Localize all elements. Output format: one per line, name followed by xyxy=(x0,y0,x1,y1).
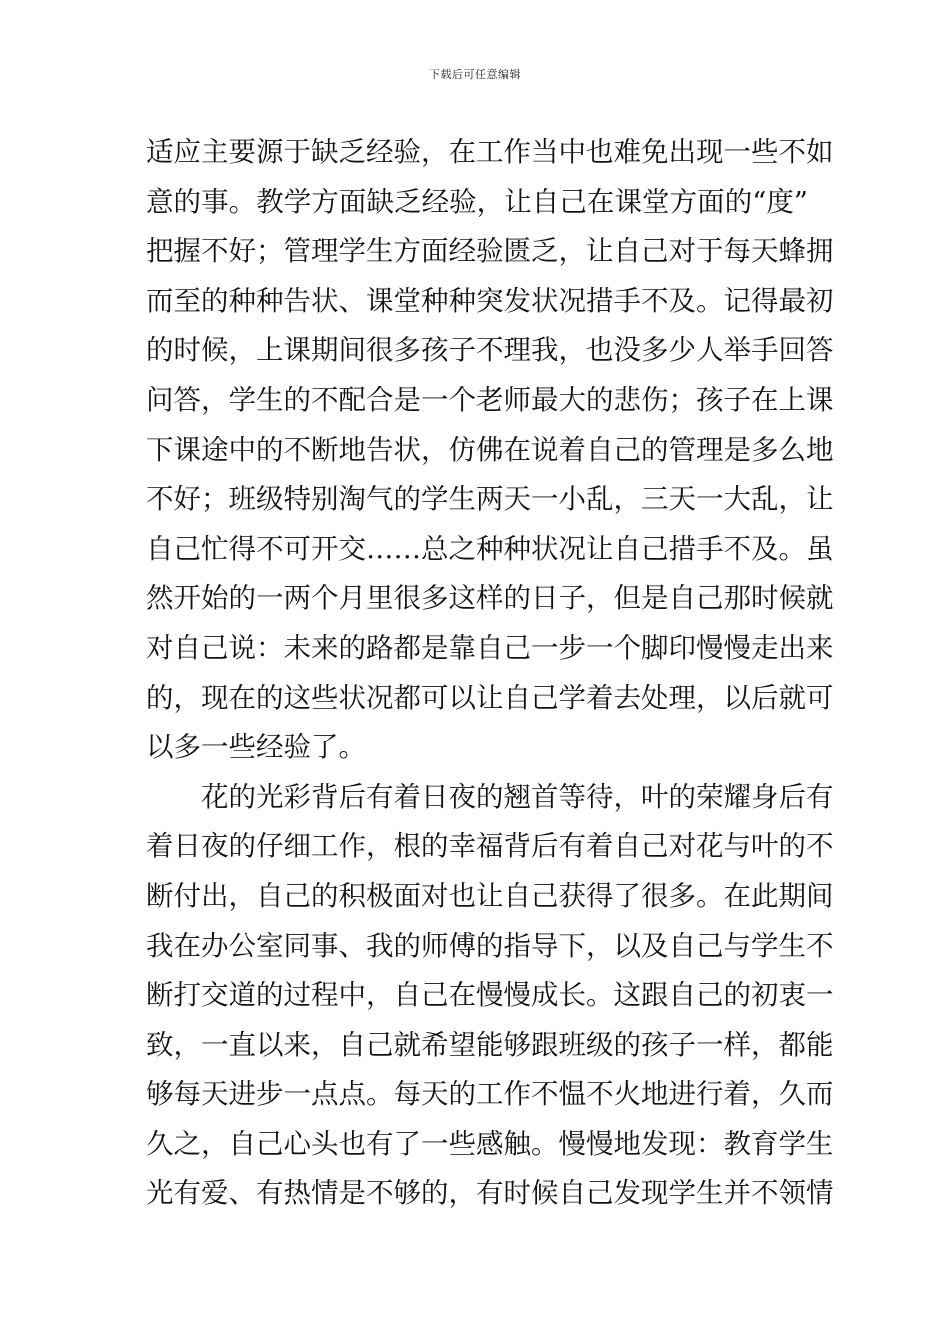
text-line: 自己忙得不可开交……总之种种状况让自己措手不及。虽 xyxy=(146,532,834,565)
text-line: 不好；班级特别淘气的学生两天一小乱，三天一大乱，让 xyxy=(146,483,834,516)
document-body xyxy=(146,128,834,1219)
text-line: 着日夜的仔细工作，根的幸福背后有着自己对花与叶的不 xyxy=(146,830,834,863)
text-line: 久之，自己心头也有了一些感触。慢慢地发现：教育学生 xyxy=(146,1127,834,1160)
text-line: 以多一些经验了。 xyxy=(146,731,366,764)
text-line: 下课途中的不断地告状，仿佛在说着自己的管理是多么地 xyxy=(146,433,834,466)
text-line: 的，现在的这些状况都可以让自己学着去处理，以后就可 xyxy=(146,681,834,714)
text-line: 问答，学生的不配合是一个老师最大的悲伤；孩子在上课 xyxy=(146,383,834,416)
text-line: 断付出，自己的积极面对也让自己获得了很多。在此期间 xyxy=(146,879,834,912)
text-line: 适应主要源于缺乏经验，在工作当中也难免出现一些不如 xyxy=(146,136,834,168)
text-line: 意的事。教学方面缺乏经验，让自己在课堂方面的“度” xyxy=(146,185,808,218)
text-line: 光有爱、有热情是不够的，有时候自己发现学生并不领情 xyxy=(146,1177,834,1210)
text-line: 够每天进步一点点。每天的工作不愠不火地进行着，久而 xyxy=(146,1078,834,1111)
page-header: 下载后可任意编辑 xyxy=(429,68,521,81)
text-line: 把握不好；管理学生方面经验匮乏，让自己对于每天蜂拥 xyxy=(146,235,834,268)
text-line: 断打交道的过程中，自己在慢慢成长。这跟自己的初衷一 xyxy=(146,979,834,1012)
paragraph xyxy=(146,773,834,1219)
text-line: 我在办公室同事、我的师傅的指导下，以及自己与学生不 xyxy=(146,929,834,962)
text-line: 然开始的一两个月里很多这样的日子，但是自己那时候就 xyxy=(146,582,834,615)
text-line: 致，一直以来，自己就希望能够跟班级的孩子一样，都能 xyxy=(146,1028,834,1061)
text-line: 的时候，上课期间很多孩子不理我，也没多少人举手回答 xyxy=(146,334,834,367)
text-line: 对自己说：未来的路都是靠自己一步一个脚印慢慢走出来 xyxy=(146,631,834,664)
paragraph xyxy=(146,128,834,773)
text-line: 而至的种种告状、课堂种种突发状况措手不及。记得最初 xyxy=(146,284,834,317)
text-line: 花的光彩背后有着日夜的翘首等待，叶的荣耀身后有 xyxy=(201,780,834,813)
